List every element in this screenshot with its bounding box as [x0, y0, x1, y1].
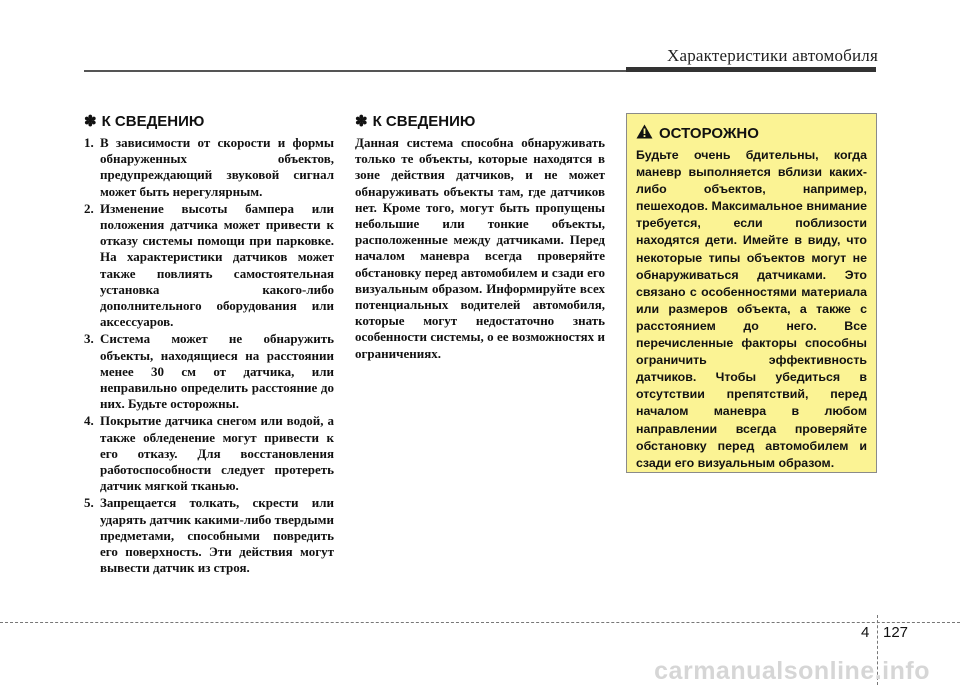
caution-text: Будьте очень бдительны, когда маневр выполняется вблизи каких-либо объектов, например, пешеходов. Максимальное внимание требуется, если поблизости находятся дети. Имейте в виду, что некоторые типы объектов могут не обнаруживаться датчиками. Это связано с особенностями материала или размеров объекта, а также с расстоянием до него. Все перечисленные факторы способны ограничить эффективность датчиков. Чтобы убедиться в отсутствии препятствий, перед началом маневра в любом направлении всегда проверяйте обстановку перед автомобилем и сзади его визуальным образом. [636, 148, 867, 470]
watermark: carmanualsonline.info [654, 657, 930, 685]
list-item-text: Система может не обнаружить объекты, находящиеся на расстоянии менее 30 см от датчика, или неправильно определить расстояние до них. Будьте осторожны. [100, 331, 334, 412]
warning-triangle-icon [636, 124, 653, 143]
middle-note-text: Данная система способна обнаруживать только те объекты, которые находятся в зоне действия датчиков, и не может обнаруживать объекты там, где датчиков нет. Кроме того, могут быть пропущены небольшие или тонкие объекты, расположенные между датчиками. Перед началом маневра всегда проверяйте обстановку перед автомобилем и сзади его визуальным образом. Информируйте всех потенциальных водителей автомобиля, которые могут недостаточно знать особенности системы, о ее возможностях и ограничениях. [355, 135, 605, 361]
middle-note [355, 112, 605, 362]
list-item-number: 5. [84, 495, 94, 511]
header-divider [84, 70, 876, 72]
page-header-title: Характеристики автомобиля [667, 46, 878, 65]
list-item-number: 2. [84, 200, 94, 216]
left-note-title [84, 112, 334, 130]
left-note [84, 112, 334, 577]
list-item-text: Изменение высоты бампера или положения датчика может привести к отказу системы помощи при парковке. На характеристики датчиков может также повлиять самостоятельная установка какого-либо дополнительного оборудования или аксессуаров. [100, 200, 334, 330]
list-item [84, 201, 334, 331]
left-note-title-text: К СВЕДЕНИЮ [101, 112, 205, 130]
list-item [84, 413, 334, 494]
list-item [84, 495, 334, 576]
caution-box [626, 113, 877, 473]
left-note-list [84, 135, 334, 576]
asterisk-icon: ✽ [355, 113, 368, 130]
list-item [84, 135, 334, 200]
list-item-text: Покрытие датчика снегом или водой, а также обледенение могут привести к его отказу. Для восстановления работоспособности следует протереть датчик мягкой тканью. [100, 413, 334, 494]
footer-divider [0, 622, 960, 623]
list-item-number: 1. [84, 135, 94, 150]
caution-header [636, 124, 867, 143]
middle-note-title-text: К СВЕДЕНИЮ [372, 112, 476, 130]
list-item-number: 4. [84, 413, 94, 429]
list-item [84, 331, 334, 412]
asterisk-icon: ✽ [84, 113, 97, 130]
middle-note-title [355, 112, 605, 130]
list-item-text: В зависимости от скорости и формы обнаруженных объектов, предупреждающий звуковой сигнал может быть нерегулярным. [100, 135, 334, 199]
page-number: 127 [883, 624, 909, 641]
caution-title: ОСТОРОЖНО [659, 125, 759, 142]
list-item-number: 3. [84, 331, 94, 347]
chapter-number: 4 [861, 624, 870, 641]
list-item-text: Запрещается толкать, скрести или ударять датчик какими-либо твердыми предметами, способными повредить его поверхность. Эти действия могут вывести датчик из строя. [100, 495, 334, 576]
